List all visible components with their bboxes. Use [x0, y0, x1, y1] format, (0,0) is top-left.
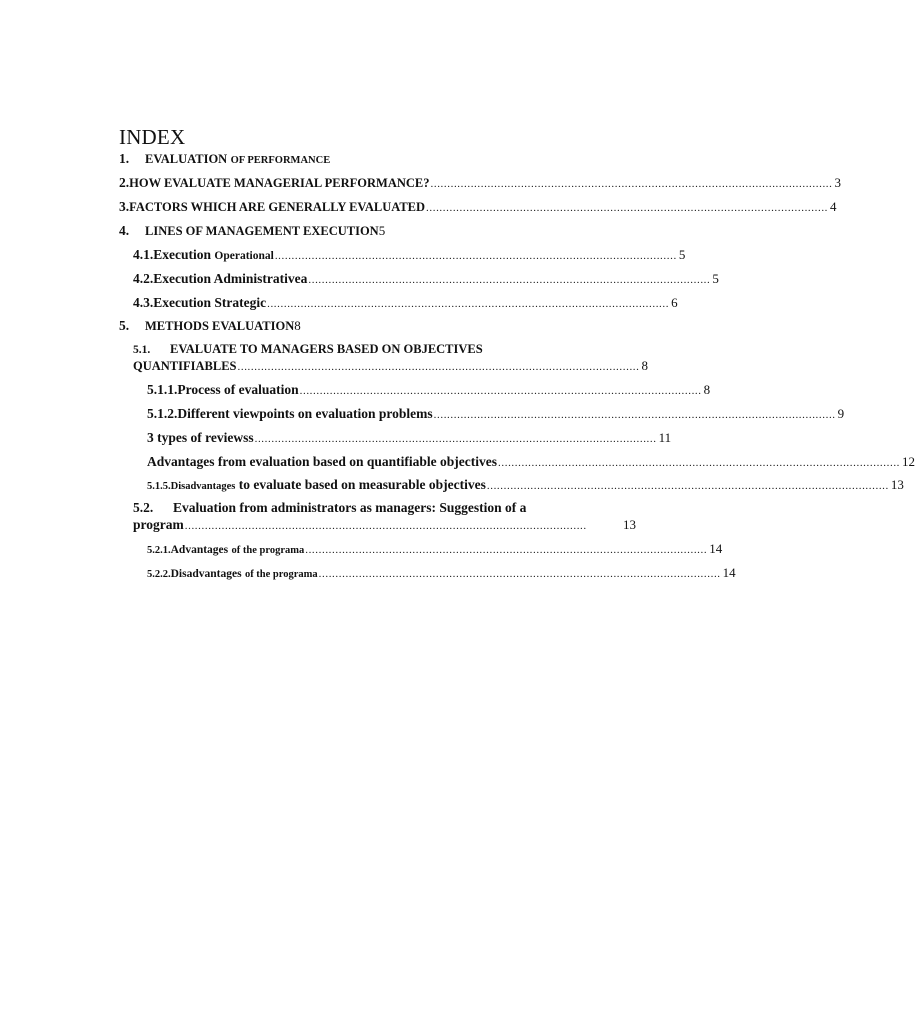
entry-number: 5.1.2. — [147, 406, 178, 421]
entry-label: Execution Administrativea — [153, 271, 308, 286]
entry-label: Disadvantages — [170, 568, 242, 580]
entry-number: 4. — [119, 223, 130, 238]
dot-leader: ........................................................................................................................ — [433, 409, 836, 421]
entry-number: 4.1. — [133, 247, 154, 262]
entry-number: 5.2. — [133, 500, 154, 515]
entry-page-number: 8 — [294, 318, 301, 333]
entry-label: Disadvantages — [170, 481, 236, 492]
entry-number: 3. — [119, 199, 130, 214]
dot-leader: ........................................................................................................................ — [486, 480, 889, 492]
entry-number: 5.1.1. — [147, 382, 178, 397]
toc-entry-5-1-1[interactable] — [147, 382, 711, 399]
entry-label-continued: program — [133, 517, 184, 532]
entry-number: 5.1. — [133, 344, 151, 356]
toc-entry-5-1-continued[interactable] — [133, 358, 648, 375]
entry-page-number: 12 — [902, 454, 915, 469]
toc-entry-4-3[interactable] — [133, 295, 678, 312]
entry-label: 3 types of reviewss — [147, 430, 254, 445]
entry-page-number: 13 — [890, 477, 904, 492]
entry-label-suffix: of the programa — [231, 545, 305, 556]
entry-label: Advantages — [170, 544, 229, 556]
dot-leader: ........................................................................................................................ — [498, 457, 901, 469]
entry-label: FACTORS WHICH ARE GENERALLY EVALUATED — [129, 200, 426, 214]
entry-page-number: 5 — [712, 271, 719, 286]
entry-page-number: 13 — [623, 517, 636, 532]
dot-leader: ........................................................................................................................ — [267, 298, 670, 310]
toc-entry-4-1[interactable] — [133, 247, 686, 264]
entry-label: EVALUATION — [145, 152, 228, 166]
entry-page-number: 8 — [641, 358, 648, 373]
toc-entry-4-2[interactable] — [133, 271, 719, 288]
entry-number: 4.2. — [133, 271, 154, 286]
toc-entry-2[interactable] — [119, 175, 841, 192]
toc-entry-5-2-2[interactable] — [147, 565, 736, 583]
entry-label-suffix: Operational — [214, 250, 274, 262]
entry-page-number: 11 — [658, 430, 672, 445]
entry-number: 5.2.1. — [147, 545, 171, 556]
entry-page-number: 14 — [722, 565, 736, 580]
entry-page-number: 9 — [837, 406, 845, 421]
toc-entry-5-2-continued[interactable] — [133, 517, 636, 534]
dot-leader: ........................................................................................................................ — [254, 433, 657, 445]
dot-leader: ........................................................................................................................ — [274, 250, 677, 262]
entry-page-number: 5 — [378, 223, 386, 238]
entry-label: HOW EVALUATE MANAGERIAL PERFORMANCE? — [129, 176, 430, 190]
toc-entry-5-1-5[interactable] — [147, 477, 904, 495]
entry-label-suffix: to evaluate based on measurable objectives — [238, 477, 486, 492]
dot-leader: ........................................................................................................................ — [184, 520, 587, 532]
toc-entry-5[interactable] — [119, 318, 379, 334]
entry-label: Execution Strategic — [153, 295, 267, 310]
entry-page-number: 14 — [709, 541, 723, 556]
dot-leader: ........................................................................................................................ — [318, 568, 721, 580]
entry-number: 5.2.2. — [147, 569, 171, 580]
entry-number: 5. — [119, 318, 130, 333]
entry-label: Advantages from evaluation based on quantifiable objectives — [147, 454, 498, 469]
entry-label: Process of evaluation — [177, 382, 299, 397]
toc-entry-5-1[interactable] — [133, 341, 653, 358]
entry-label-continued: QUANTIFIABLES — [133, 359, 237, 373]
toc-entry-4[interactable] — [119, 223, 419, 239]
entry-label: EVALUATE TO MANAGERS BASED ON OBJECTIVES — [170, 342, 483, 356]
toc-entry-types-of-reviews[interactable] — [147, 430, 672, 447]
entry-label: Evaluation from administrators as managers: Suggestion of a — [173, 500, 527, 515]
entry-page-number: 6 — [671, 295, 678, 310]
entry-label-suffix: of the programa — [244, 569, 318, 580]
entry-page-number: 5 — [678, 247, 686, 262]
toc-entry-5-2-1[interactable] — [147, 541, 723, 559]
dot-leader: ........................................................................................................................ — [305, 544, 708, 556]
entry-label-suffix: OF PERFORMANCE — [230, 155, 331, 166]
entry-label: Execution — [153, 247, 212, 262]
entry-number: 5.1.5. — [147, 481, 171, 492]
entry-page-number: 8 — [703, 382, 711, 397]
dot-leader: ........................................................................................................................ — [426, 202, 829, 214]
entry-label: LINES OF MANAGEMENT EXECUTION — [145, 224, 379, 238]
entry-label: METHODS EVALUATION — [145, 319, 295, 333]
dot-leader: ........................................................................................................................ — [430, 178, 833, 190]
index-title: INDEX — [119, 125, 186, 149]
toc-entry-3[interactable] — [119, 199, 837, 216]
entry-page-number: 4 — [830, 199, 837, 214]
toc-entry-advantages-evaluation[interactable] — [147, 454, 915, 471]
toc-entry-1[interactable] — [119, 151, 639, 169]
entry-number: 2. — [119, 175, 130, 190]
entry-number: 1. — [119, 151, 130, 166]
dot-leader: ........................................................................................................................ — [237, 361, 640, 373]
entry-page-number: 3 — [834, 175, 841, 190]
toc-entry-5-1-2[interactable] — [147, 406, 845, 423]
toc-entry-5-2[interactable] — [133, 500, 653, 516]
dot-leader: ........................................................................................................................ — [299, 385, 702, 397]
dot-leader: ........................................................................................................................ — [308, 274, 711, 286]
entry-number: 4.3. — [133, 295, 154, 310]
entry-label: Different viewpoints on evaluation problems — [177, 406, 433, 421]
